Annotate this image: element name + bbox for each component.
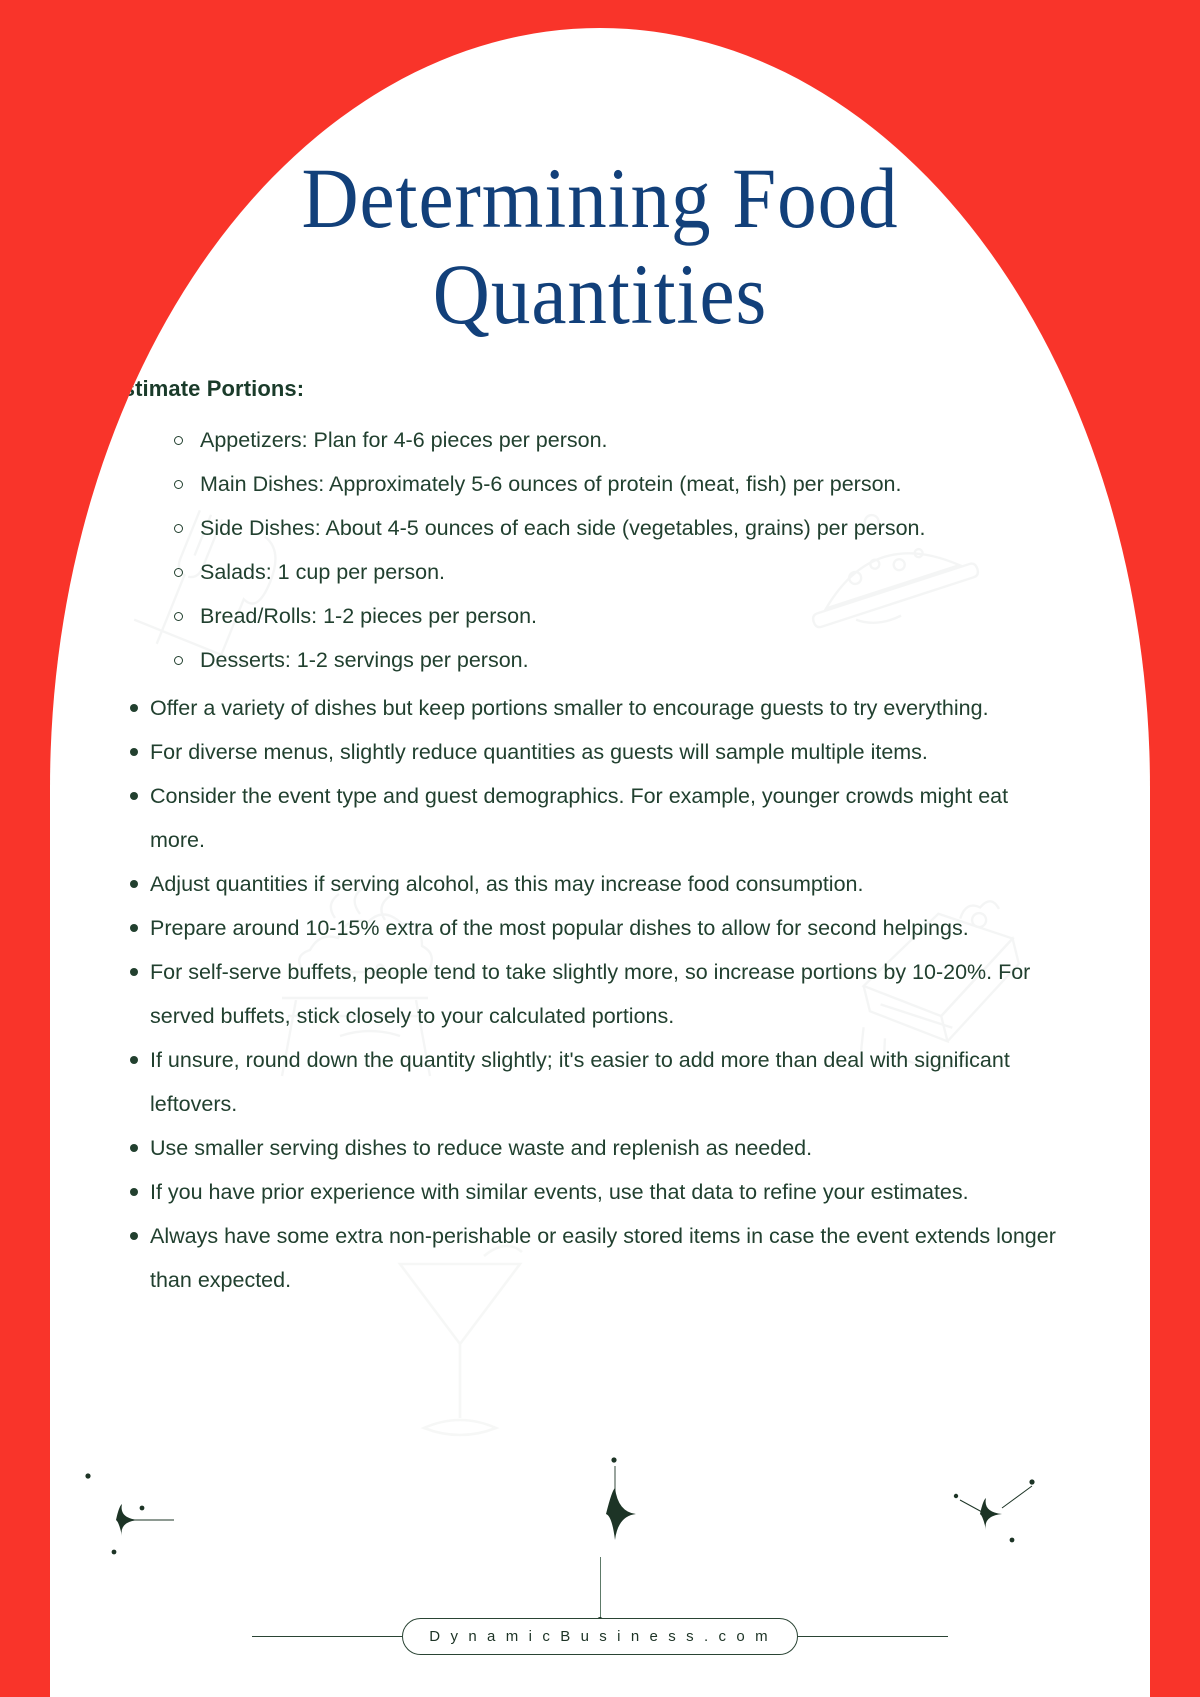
portions-list bbox=[170, 418, 1068, 682]
title-line-1: Determining Food bbox=[301, 150, 899, 246]
list-item bbox=[108, 950, 1068, 1038]
list-item-text: For self-serve buffets, people tend to take slightly more, so increase portions by 10-20%. For served buffets, stick closely to your calculated portions. bbox=[150, 960, 1031, 1028]
list-item-text: Adjust quantities if serving alcohol, as this may increase food consumption. bbox=[150, 872, 864, 896]
tips-list bbox=[108, 686, 1068, 1302]
content-panel bbox=[50, 28, 1150, 1697]
brand-badge[interactable]: D y n a m i c B u s i n e s s . c o m bbox=[402, 1618, 797, 1655]
list-item-text: Always have some extra non-perishable or easily stored items in case the event extends longer than expected. bbox=[150, 1224, 1056, 1292]
list-item bbox=[170, 638, 1068, 682]
list-item-text: Side Dishes: About 4-5 ounces of each side (vegetables, grains) per person. bbox=[200, 516, 926, 540]
page-title bbox=[50, 150, 1150, 342]
list-item-text: If you have prior experience with similar events, use that data to refine your estimates. bbox=[150, 1180, 969, 1204]
footer-stem-line bbox=[600, 1557, 601, 1619]
list-item-text: Bread/Rolls: 1-2 pieces per person. bbox=[200, 604, 538, 628]
list-item bbox=[170, 594, 1068, 638]
list-item bbox=[108, 862, 1068, 906]
disc-bullet-icon bbox=[130, 792, 138, 800]
list-item bbox=[108, 686, 1068, 730]
list-item bbox=[108, 774, 1068, 862]
disc-bullet-icon bbox=[130, 880, 138, 888]
circle-bullet-icon bbox=[174, 656, 183, 665]
disc-bullet-icon bbox=[130, 1056, 138, 1064]
circle-bullet-icon bbox=[174, 524, 183, 533]
circle-bullet-icon bbox=[174, 436, 183, 445]
list-item bbox=[170, 506, 1068, 550]
circle-bullet-icon bbox=[174, 612, 183, 621]
title-line-2: Quantities bbox=[432, 246, 768, 342]
sparkle-center-icon bbox=[570, 1448, 660, 1563]
disc-bullet-icon bbox=[130, 968, 138, 976]
list-item bbox=[108, 906, 1068, 950]
disc-bullet-icon bbox=[130, 924, 138, 932]
list-item-text: Offer a variety of dishes but keep portions smaller to encourage guests to try everything. bbox=[150, 696, 989, 720]
footer-divider-right bbox=[798, 1636, 948, 1637]
list-item bbox=[170, 462, 1068, 506]
circle-bullet-icon bbox=[174, 568, 183, 577]
disc-bullet-icon bbox=[130, 1144, 138, 1152]
list-item bbox=[108, 1170, 1068, 1214]
list-item bbox=[108, 1126, 1068, 1170]
section-heading: Estimate Portions: bbox=[108, 376, 305, 401]
list-item bbox=[108, 730, 1068, 774]
list-item-text: If unsure, round down the quantity slightly; it's easier to add more than deal with significant leftovers. bbox=[150, 1048, 1010, 1116]
footer-divider-left bbox=[252, 1636, 402, 1637]
list-item bbox=[170, 550, 1068, 594]
list-item-text: Desserts: 1-2 servings per person. bbox=[200, 648, 529, 672]
circle-bullet-icon bbox=[174, 480, 183, 489]
list-item-text: Salads: 1 cup per person. bbox=[200, 560, 446, 584]
disc-bullet-icon bbox=[130, 748, 138, 756]
list-item-text: For diverse menus, slightly reduce quantities as guests will sample multiple items. bbox=[150, 740, 928, 764]
sparkle-right-icon bbox=[940, 1456, 1050, 1571]
list-item-text: Appetizers: Plan for 4-6 pieces per person. bbox=[200, 428, 608, 452]
disc-bullet-icon bbox=[130, 704, 138, 712]
list-item bbox=[108, 1214, 1068, 1302]
content-body bbox=[108, 376, 1068, 1302]
list-item-text: Use smaller serving dishes to reduce waste and replenish as needed. bbox=[150, 1136, 813, 1160]
sparkle-left-icon bbox=[70, 1458, 180, 1573]
list-item-text: Consider the event type and guest demographics. For example, younger crowds might eat more. bbox=[150, 784, 1009, 852]
list-item-text: Main Dishes: Approximately 5-6 ounces of protein (meat, fish) per person. bbox=[200, 472, 902, 496]
list-item bbox=[170, 418, 1068, 462]
footer bbox=[50, 1618, 1150, 1655]
list-item-text: Prepare around 10-15% extra of the most popular dishes to allow for second helpings. bbox=[150, 916, 969, 940]
disc-bullet-icon bbox=[130, 1232, 138, 1240]
disc-bullet-icon bbox=[130, 1188, 138, 1196]
list-item bbox=[108, 1038, 1068, 1126]
